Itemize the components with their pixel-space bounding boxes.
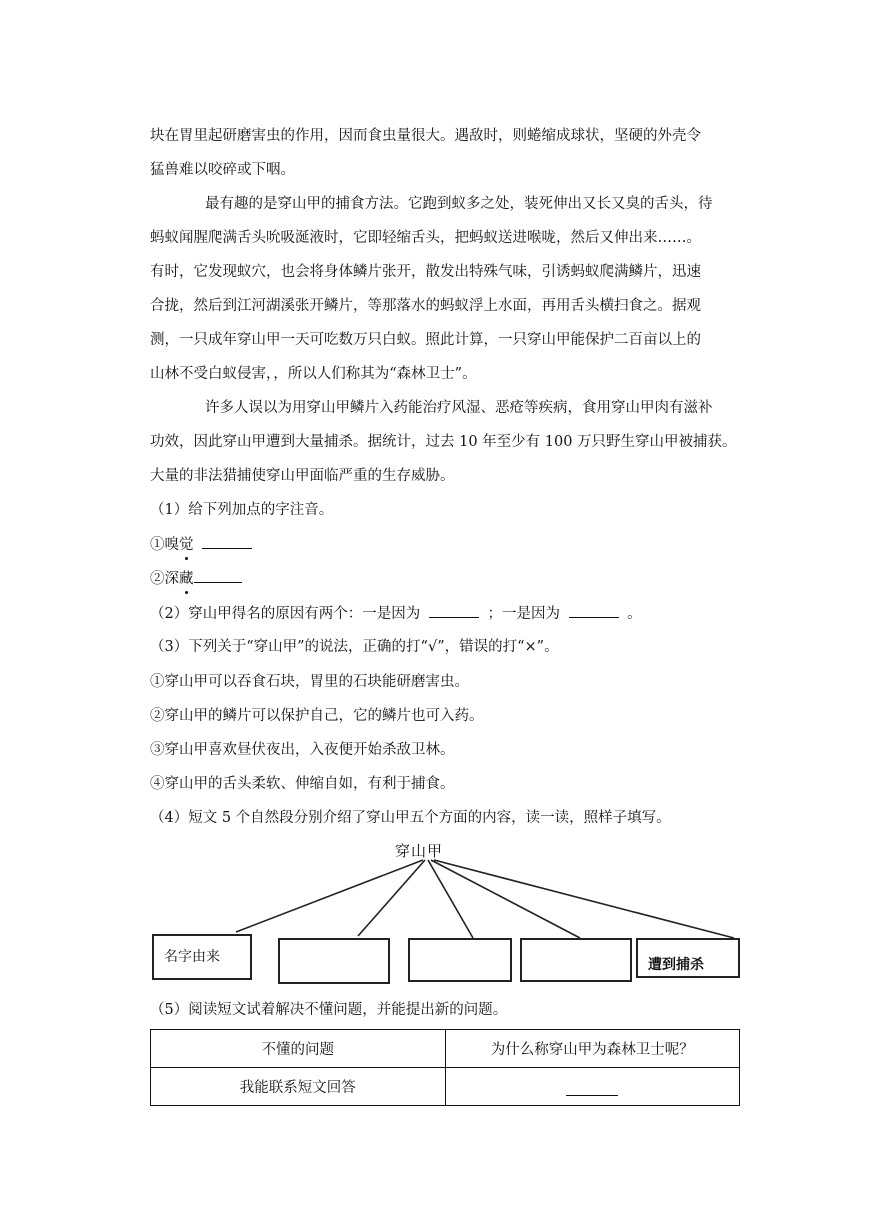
question-5-table bbox=[150, 1029, 740, 1106]
answer-blank[interactable] bbox=[202, 534, 252, 549]
question-2-prefix: （2）穿山甲得名的原因有两个：一是因为 bbox=[150, 606, 421, 622]
diagram-box-blank[interactable] bbox=[520, 938, 632, 982]
answer-blank[interactable] bbox=[566, 1073, 618, 1096]
box-label: 名字由来 bbox=[164, 949, 220, 965]
question-3-item: ①穿山甲可以吞食石块，胃里的石块能研磨害虫。 bbox=[150, 674, 469, 690]
connector-line bbox=[428, 860, 473, 938]
text-line: 猛兽难以咬碎或下咽。 bbox=[150, 162, 295, 178]
text-line: 块在胃里起研磨害虫的作用，因而食虫量很大。遇敌时，则蜷缩成球状，坚硬的外壳令 bbox=[150, 128, 701, 144]
item-char: 深 bbox=[164, 571, 179, 587]
item-number: ② bbox=[150, 571, 165, 587]
text-line: 大量的非法猎捕使穿山甲面临严重的生存威胁。 bbox=[150, 468, 455, 484]
table-cell-answer[interactable] bbox=[445, 1068, 740, 1106]
item-number: ① bbox=[150, 537, 165, 553]
diagram-box-name-origin bbox=[152, 934, 252, 980]
question-4-prompt: （4）短文 5 个自然段分别介绍了穿山甲五个方面的内容，读一读，照样子填写。 bbox=[150, 810, 671, 826]
connector-line bbox=[431, 860, 580, 938]
text-line: 有时，它发现蚁穴，也会将身体鳞片张开，散发出特殊气味，引诱蚂蚁爬满鳞片，迅速 bbox=[150, 264, 701, 280]
connector-line bbox=[434, 860, 734, 938]
text-line: 功效，因此穿山甲遭到大量捕杀。据统计，过去 10 年至少有 100 万只野生穿山甲被捕获。 bbox=[150, 434, 737, 450]
question-3-item: ②穿山甲的鳞片可以保护自己，它的鳞片也可入药。 bbox=[150, 708, 484, 724]
table-cell-label: 我能联系短文回答 bbox=[151, 1068, 446, 1106]
question-1-prompt: （1）给下列加点的字注音。 bbox=[150, 502, 334, 518]
dotted-char: 藏 bbox=[179, 571, 194, 587]
structure-diagram bbox=[148, 832, 742, 984]
text-line: 最有趣的是穿山甲的捕食方法。它跑到蚁多之处，装死伸出又长又臭的舌头，待 bbox=[205, 196, 713, 212]
diagram-root-label: 穿山甲 bbox=[395, 842, 444, 860]
item-char: 嗅 bbox=[164, 537, 179, 553]
text-line: 测，一只成年穿山甲一天可吃数万只白蚁。照此计算，一只穿山甲能保护二百亩以上的 bbox=[150, 332, 701, 348]
text-line: 合拢，然后到江河湖溪张开鳞片，等那落水的蚂蚁浮上水面，再用舌头横扫食之。据观 bbox=[150, 298, 701, 314]
table-row bbox=[151, 1030, 740, 1068]
table-row bbox=[151, 1068, 740, 1106]
diagram-box-blank[interactable] bbox=[408, 938, 512, 982]
question-2-suffix: 。 bbox=[627, 606, 642, 622]
question-1-item-2 bbox=[150, 568, 246, 589]
answer-blank[interactable] bbox=[569, 603, 619, 618]
diagram-box-hunted bbox=[636, 938, 740, 978]
box-label: 遭到捕杀 bbox=[648, 957, 704, 973]
table-cell-label: 不懂的问题 bbox=[151, 1030, 446, 1068]
connector-line bbox=[236, 860, 423, 932]
question-3-item: ③穿山甲喜欢昼伏夜出，入夜便开始杀敌卫林。 bbox=[150, 742, 455, 758]
answer-blank[interactable] bbox=[194, 568, 242, 583]
text-line: 许多人误以为用穿山甲鳞片入药能治疗风湿、恶疮等疾病，食用穿山甲肉有滋补 bbox=[205, 400, 713, 416]
question-1-item-1 bbox=[150, 534, 256, 555]
question-2-middle: ；一是因为 bbox=[487, 606, 560, 622]
question-5-prompt: （5）阅读短文试着解决不懂问题，并能提出新的问题。 bbox=[150, 1002, 508, 1018]
table-cell-value: 为什么称穿山甲为森林卫士呢？ bbox=[445, 1030, 740, 1068]
question-3-item: ④穿山甲的舌头柔软、伸缩自如，有利于捕食。 bbox=[150, 776, 455, 792]
diagram-box-blank[interactable] bbox=[278, 938, 390, 984]
text-line: 山林不受白蚁侵害，，所以人们称其为“森林卫士”。 bbox=[150, 366, 477, 382]
text-line: 蚂蚁闻腥爬满舌头吮吸涎液时，它即轻缩舌头，把蚂蚁送进喉咙，然后又伸出来……。 bbox=[150, 230, 701, 246]
question-3-prompt: （3）下列关于“穿山甲”的说法，正确的打“√”，错误的打“×”。 bbox=[150, 639, 559, 655]
question-2 bbox=[150, 603, 642, 624]
answer-blank[interactable] bbox=[429, 603, 479, 618]
dotted-char: 觉 bbox=[179, 537, 194, 553]
